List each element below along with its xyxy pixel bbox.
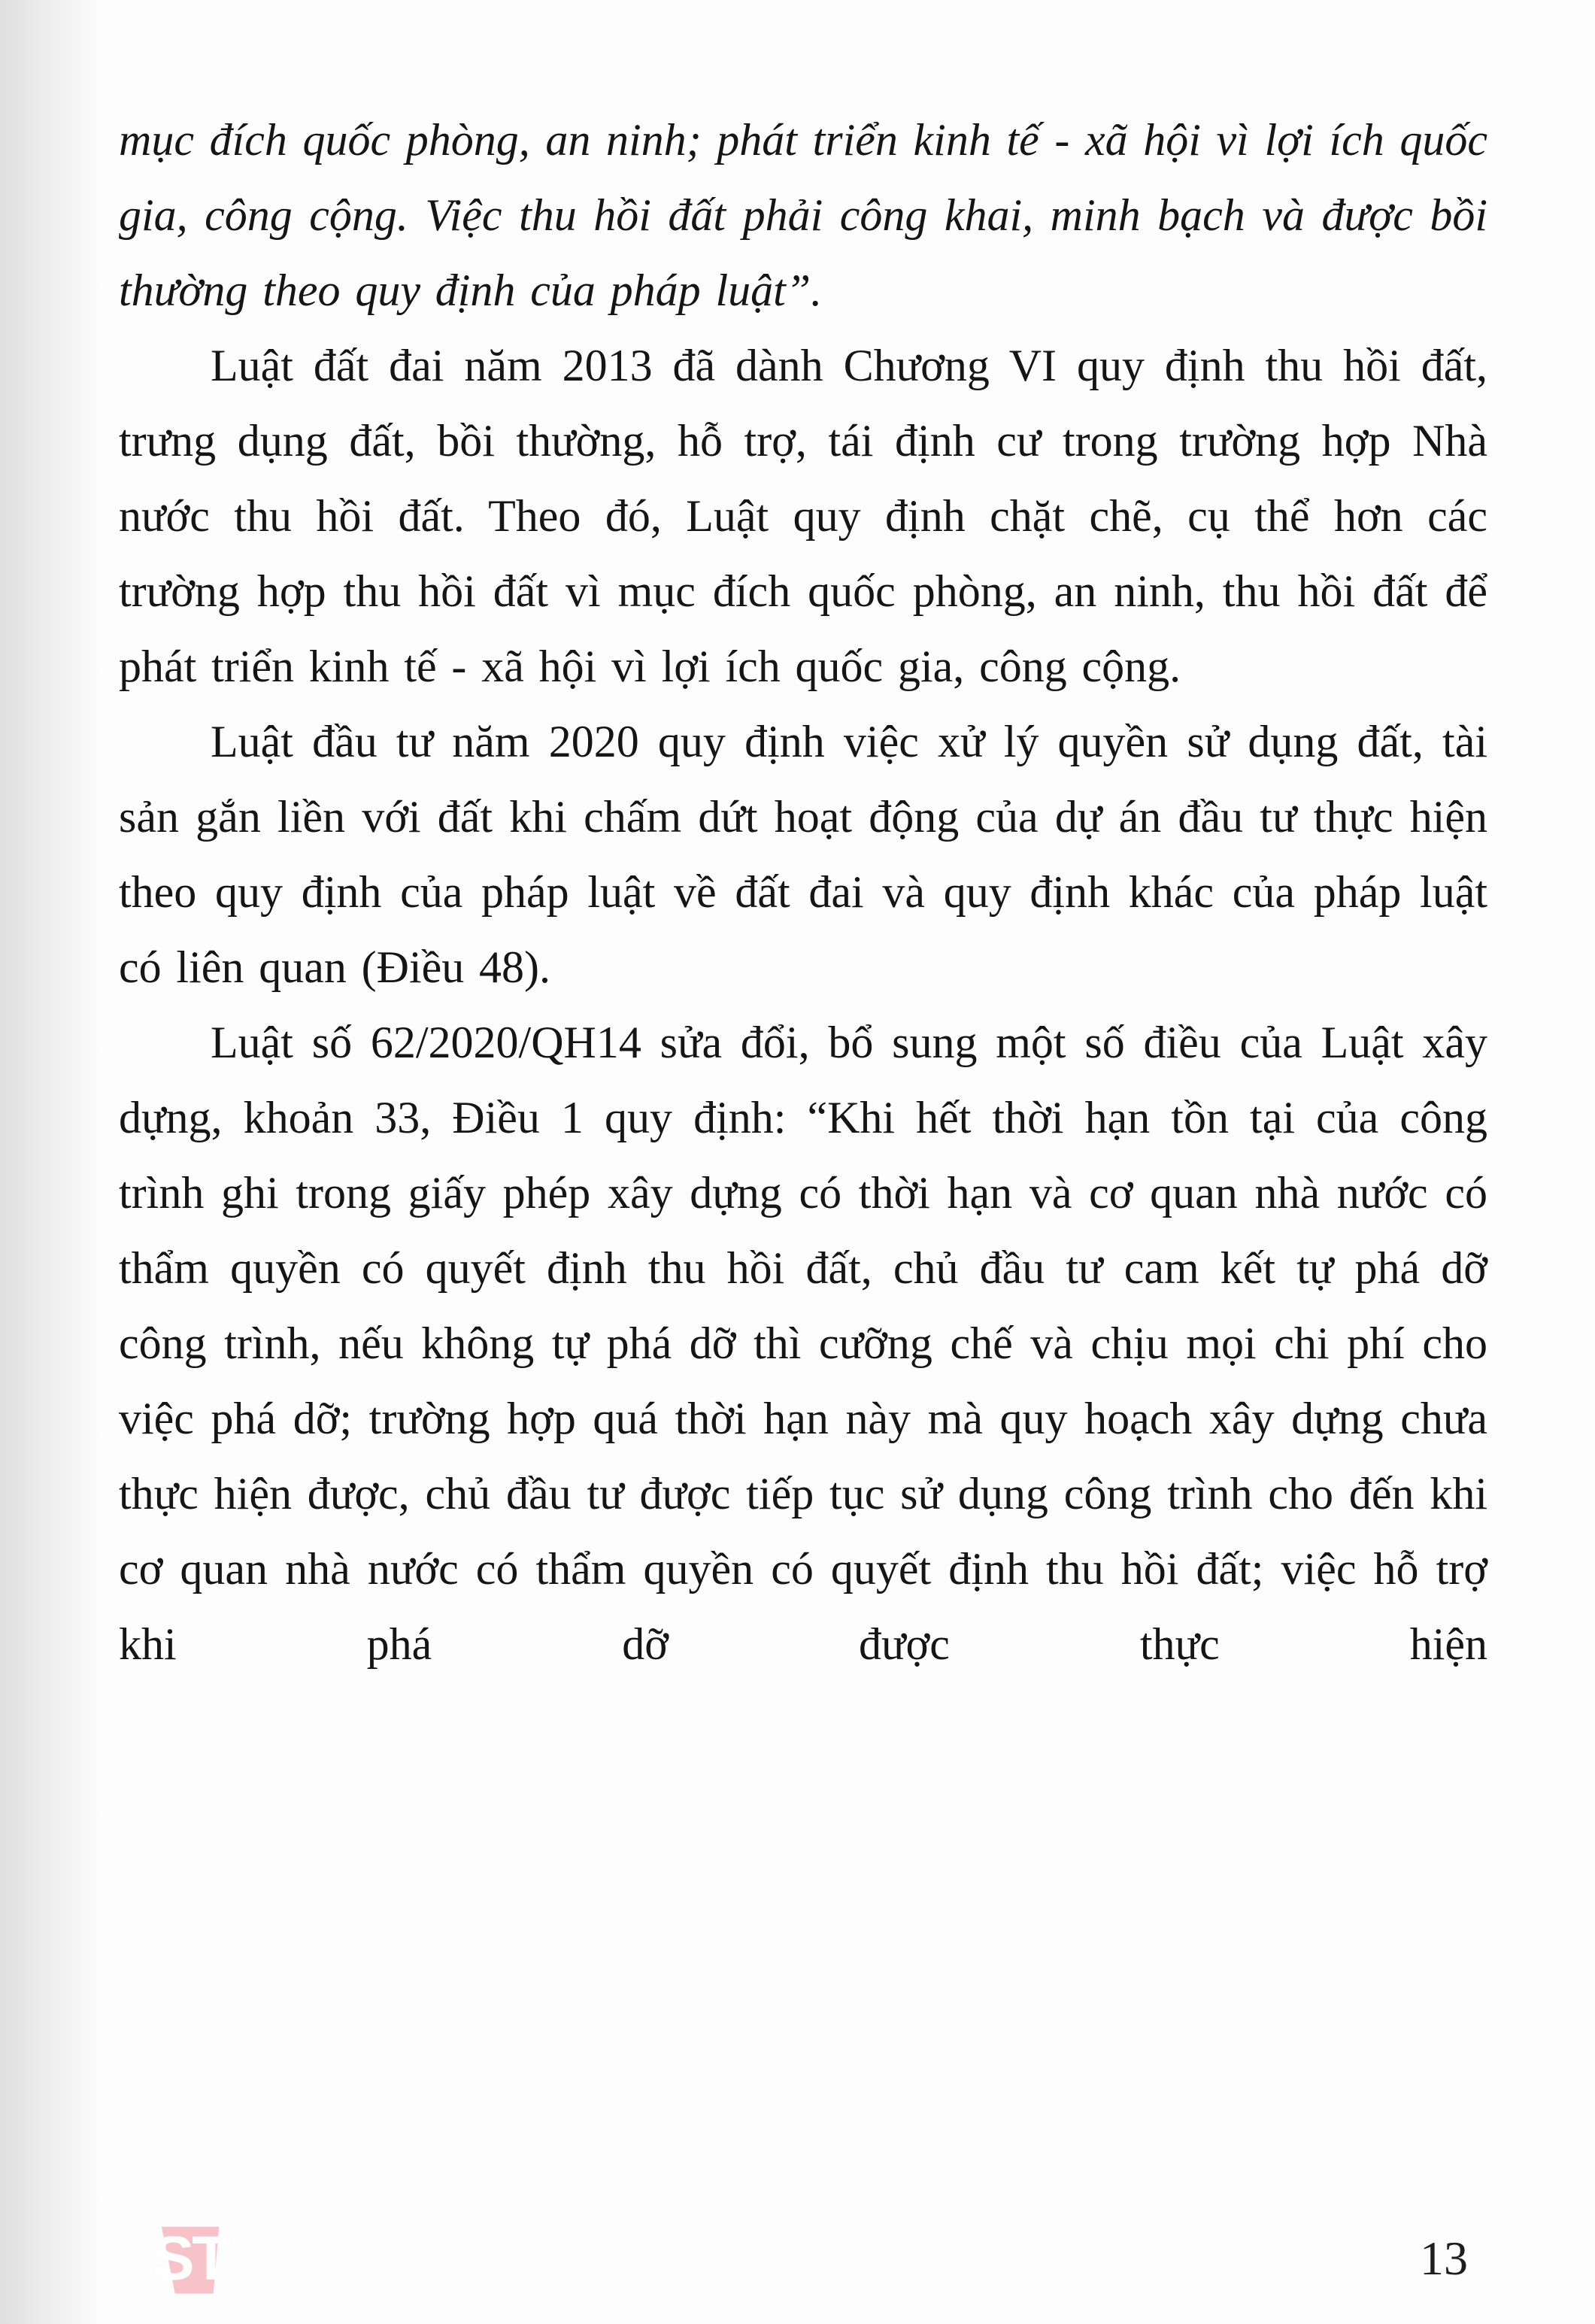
- paragraph-quote-continuation: mục đích quốc phòng, an ninh; phát triển kinh tế - xã hội vì lợi ích quốc gia, công cộng. Việc thu hồi đất phải công khai, minh bạch và được bồi thường theo quy định của pháp luật”.: [119, 115, 1487, 315]
- publisher-st-logo: [150, 2219, 230, 2298]
- paragraph-luat-dat-dai-2013: Luật đất đai năm 2013 đã dành Chương VI quy định thu hồi đất, trưng dụng đất, bồi thường, hỗ trợ, tái định cư trong trường hợp Nhà nước thu hồi đất. Theo đó, Luật quy định chặt chẽ, cụ thể hơn các trường hợp thu hồi đất vì mục đích quốc phòng, an ninh, thu hồi đất để phát triển kinh tế - xã hội vì lợi ích quốc gia, công cộng.: [119, 341, 1487, 691]
- paragraph-luat-dau-tu-2020: Luật đầu tư năm 2020 quy định việc xử lý quyền sử dụng đất, tài sản gắn liền với đất khi chấm dứt hoạt động của dự án đầu tư thực hiện theo quy định của pháp luật về đất đai và quy định khác của pháp luật có liên quan (Điều 48).: [119, 717, 1487, 992]
- text-column: [119, 102, 1487, 1682]
- st-logo-letters: ST: [153, 2222, 228, 2293]
- page-number: 13: [1420, 2231, 1468, 2285]
- scan-edge-shadow: [0, 0, 102, 2324]
- paragraph-luat-so-62-2020-qh14: Luật số 62/2020/QH14 sửa đổi, bổ sung một số điều của Luật xây dựng, khoản 33, Điều 1 quy định: “Khi hết thời hạn tồn tại của công trình ghi trong giấy phép xây dựng có thời hạn và cơ quan nhà nước có thẩm quyền có quyết định thu hồi đất, chủ đầu tư cam kết tự phá dỡ công trình, nếu không tự phá dỡ thì cưỡng chế và chịu mọi chi phí cho việc phá dỡ; trường hợp quá thời hạn này mà quy hoạch xây dựng chưa thực hiện được, chủ đầu tư được tiếp tục sử dụng công trình cho đến khi cơ quan nhà nước có thẩm quyền có quyết định thu hồi đất; việc hỗ trợ khi phá dỡ được thực hiện: [119, 1018, 1487, 1669]
